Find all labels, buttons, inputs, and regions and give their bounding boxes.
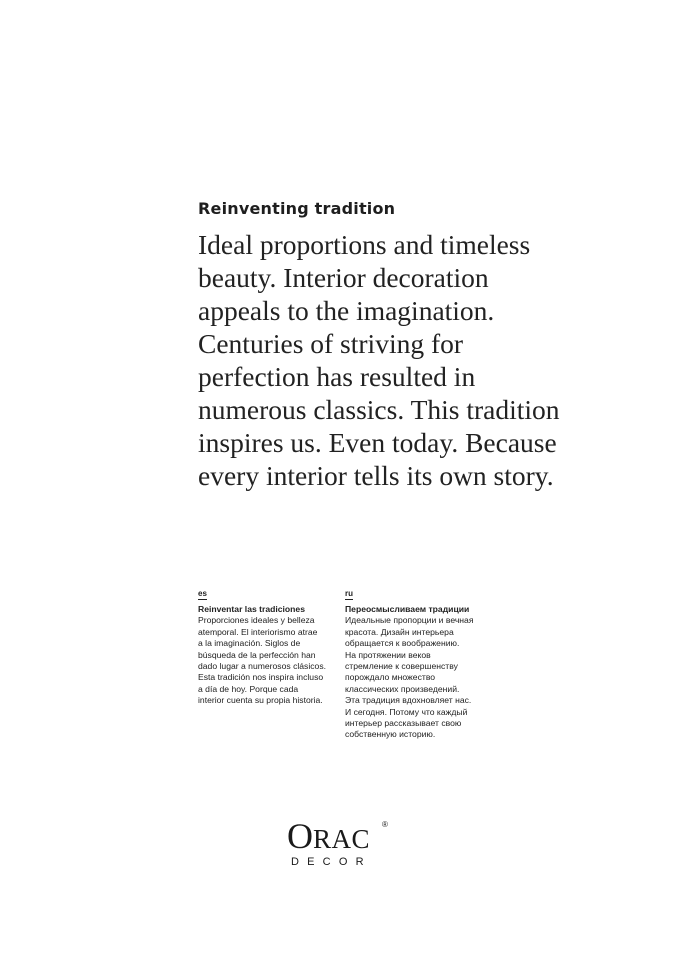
spanish-line: Proporciones ideales y belleza	[198, 615, 315, 626]
main-body-text	[198, 228, 578, 492]
language-code-ru: ru	[345, 589, 353, 598]
spanish-line: Esta tradición nos inspira incluso	[198, 672, 324, 683]
russian-line: Идеальные пропорции и вечная	[345, 615, 474, 626]
russian-line: стремление к совершенству	[345, 661, 458, 672]
body-line: every interior tells its own story.	[198, 460, 554, 491]
spanish-line: a día de hoy. Porque cada	[198, 683, 299, 694]
body-line: inspires us. Even today. Because	[198, 427, 557, 458]
body-line: Centuries of striving for	[198, 328, 464, 359]
spanish-line: a la imaginación. Siglos de	[198, 638, 301, 649]
russian-title: Переосмысливаем традиции	[345, 604, 470, 614]
russian-line: И сегодня. Потому что каждый	[345, 706, 468, 717]
registered-mark: ®	[382, 820, 388, 829]
body-line: numerous classics. This tradition	[198, 394, 560, 425]
russian-line: обращается к воображению.	[345, 638, 460, 649]
russian-line: собственную историю.	[345, 729, 436, 740]
logo-wordmark-rest: RAC	[313, 824, 371, 854]
spanish-line: atemporal. El interiorismo atrae	[198, 626, 318, 637]
language-code-es: es	[198, 589, 207, 598]
russian-line: интерьер рассказывает свою	[345, 718, 462, 729]
logo-subline: DECOR	[291, 856, 372, 868]
body-line: Ideal proportions and timeless	[198, 229, 531, 260]
section-heading: Reinventing tradition	[198, 199, 396, 218]
spanish-line: interior cuenta su propia historia.	[198, 695, 323, 706]
spanish-title: Reinventar las tradiciones	[198, 604, 305, 614]
body-line: appeals to the imagination.	[198, 295, 495, 326]
body-line: perfection has resulted in	[198, 361, 476, 392]
russian-line: красота. Дизайн интерьера	[345, 626, 454, 637]
spanish-line: búsqueda de la perfección han	[198, 649, 316, 660]
body-line: beauty. Interior decoration	[198, 262, 489, 293]
orac-decor-logo	[287, 818, 407, 874]
spanish-translation	[198, 588, 338, 707]
russian-line: Эта традиция вдохновляет нас.	[345, 695, 472, 706]
russian-line: классических произведений.	[345, 683, 460, 694]
logo-wordmark	[287, 818, 370, 854]
spanish-line: dado lugar a numerosos clásicos.	[198, 661, 327, 672]
logo-wordmark-initial: O	[287, 816, 313, 856]
russian-line: порождало множество	[345, 672, 436, 683]
russian-line: На протяжении веков	[345, 649, 431, 660]
russian-translation	[345, 588, 495, 741]
